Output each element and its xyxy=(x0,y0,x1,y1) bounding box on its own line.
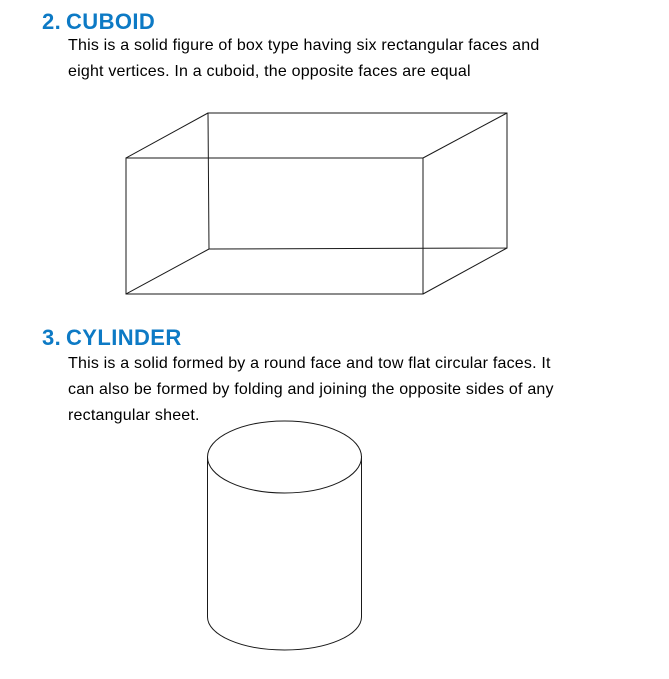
body-line: rectangular sheet. xyxy=(68,407,200,424)
cylinder-figure xyxy=(208,421,362,650)
body-line: can also be formed by folding and joining the opposite sides of any xyxy=(68,381,554,398)
cuboid-back-face xyxy=(208,113,507,249)
section-title: CYLINDER xyxy=(66,325,182,350)
section-number: 3. xyxy=(42,325,62,350)
body-line: This is a solid figure of box type having six rectangular faces and xyxy=(68,37,540,54)
section-title: CUBOID xyxy=(66,9,156,34)
cylinder-top-ellipse xyxy=(208,421,362,493)
cuboid-bottom-right-edge xyxy=(423,248,507,294)
body-line: eight vertices. In a cuboid, the opposite faces are equal xyxy=(68,63,471,80)
section-number: 2. xyxy=(42,9,62,34)
cuboid-top-right-edge xyxy=(423,113,507,158)
body-line: This is a solid formed by a round face and tow flat circular faces. It xyxy=(68,355,551,372)
cuboid-bottom-left-edge xyxy=(126,249,209,294)
cuboid-front-face xyxy=(126,158,423,294)
cuboid-top-left-edge xyxy=(126,113,208,158)
section-heading-cylinder xyxy=(42,326,182,350)
cuboid-figure xyxy=(126,113,507,294)
cylinder-bottom-arc xyxy=(208,617,362,650)
section-body-cylinder xyxy=(68,351,554,429)
section-heading-cuboid xyxy=(42,10,155,34)
section-body-cuboid xyxy=(68,33,539,85)
